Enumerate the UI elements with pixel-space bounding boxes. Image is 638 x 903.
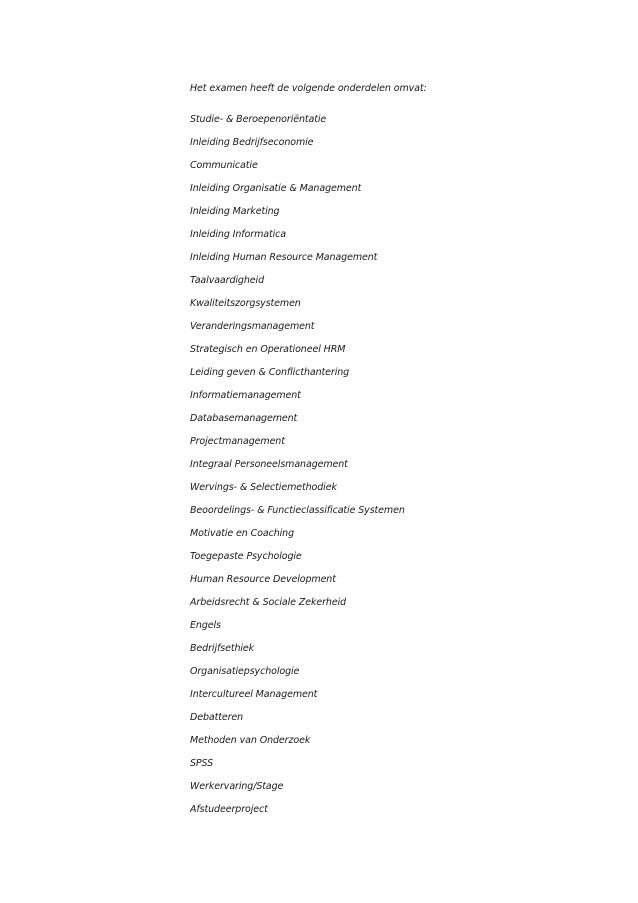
- subject-list: [190, 108, 405, 821]
- subject-item: Leiding geven & Conflicthantering: [190, 367, 350, 378]
- subject-item: Motivatie en Coaching: [190, 528, 295, 539]
- subject-item: Engels: [190, 620, 221, 631]
- subject-item: Methoden van Onderzoek: [190, 735, 311, 746]
- subject-item: Inleiding Organisatie & Management: [190, 183, 362, 194]
- subject-item: Inleiding Human Resource Management: [190, 252, 378, 263]
- subject-item: Studie- & Beroepenoriëntatie: [190, 114, 327, 125]
- subject-item: Databasemanagement: [190, 413, 298, 424]
- subject-item: Intercultureel Management: [190, 689, 318, 700]
- subject-item: Arbeidsrecht & Sociale Zekerheid: [190, 597, 347, 608]
- subject-item: SPSS: [190, 758, 214, 769]
- subject-item: Integraal Personeelsmanagement: [190, 459, 348, 470]
- subject-item: Afstudeerproject: [190, 804, 268, 815]
- subject-item: Veranderingsmanagement: [190, 321, 315, 332]
- document-heading: Het examen heeft de volgende onderdelen omvat:: [190, 83, 427, 94]
- subject-item: Wervings- & Selectiemethodiek: [190, 482, 337, 493]
- subject-item: Debatteren: [190, 712, 244, 723]
- subject-item: Inleiding Bedrijfseconomie: [190, 137, 314, 148]
- subject-item: Human Resource Development: [190, 574, 336, 585]
- subject-item: Informatiemanagement: [190, 390, 301, 401]
- subject-item: Beoordelings- & Functieclassificatie Systemen: [190, 505, 405, 516]
- subject-item: Inleiding Informatica: [190, 229, 286, 240]
- subject-item: Communicatie: [190, 160, 258, 171]
- subject-item: Organisatiepsychologie: [190, 666, 300, 677]
- subject-item: Projectmanagement: [190, 436, 285, 447]
- subject-item: Inleiding Marketing: [190, 206, 280, 217]
- subject-item: Strategisch en Operationeel HRM: [190, 344, 346, 355]
- subject-item: Bedrijfsethiek: [190, 643, 255, 654]
- subject-item: Werkervaring/Stage: [190, 781, 284, 792]
- subject-item: Taalvaardigheid: [190, 275, 264, 286]
- subject-item: Kwaliteitszorgsystemen: [190, 298, 301, 309]
- subject-item: Toegepaste Psychologie: [190, 551, 302, 562]
